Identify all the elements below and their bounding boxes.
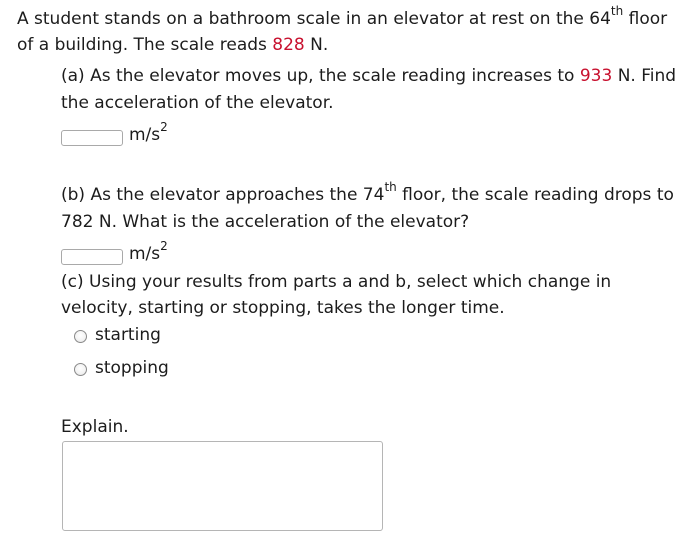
part-b-unit-exponent: 2 [160,239,168,254]
part-b-floor-suffix: th [384,180,397,195]
part-b-answer-input[interactable] [61,249,123,265]
part-b-text-end: floor, the scale reading drops to [396,185,674,205]
part-c-line-2: velocity, starting or stopping, takes the longer time. [61,298,505,318]
part-a-unit-base: m/s [129,125,161,145]
intro-text-2: of a building. The scale reads [17,35,273,55]
intro-line-1 [17,4,668,30]
option-stopping-radio[interactable] [74,363,87,376]
part-b-unit [129,239,168,265]
part-a-text-end: N. Find [612,66,677,86]
intro-text-2-end: N. [304,35,329,55]
intro-text-floor: floor [623,9,668,29]
part-a-scale-value: 933 [579,66,613,86]
part-b-line-2: 782 N. What is the acceleration of the elevator? [61,212,470,232]
intro-text: A student stands on a bathroom scale in an elevator at rest on the 64 [17,9,611,29]
part-a-answer-input[interactable] [61,130,123,146]
part-b-line-1 [61,180,674,206]
explain-label: Explain. [61,417,129,437]
intro-floor-suffix: th [610,4,624,19]
part-a-line-2: the acceleration of the elevator. [61,93,334,113]
part-b-unit-base: m/s [129,244,161,264]
option-starting-radio[interactable] [74,330,87,343]
part-b-text: (b) As the elevator approaches the 74 [61,185,385,205]
scale-reading-value: 828 [272,35,305,55]
part-a-line-1 [61,65,676,87]
part-a-unit-exponent: 2 [160,120,168,135]
part-c-line-1: (c) Using your results from parts a and b, select which change in [61,272,612,292]
explain-textarea[interactable] [62,441,383,531]
option-starting-label[interactable]: starting [95,325,161,345]
intro-line-2 [17,34,328,56]
part-a-text: (a) As the elevator moves up, the scale reading increases to [61,66,580,86]
option-stopping-label[interactable]: stopping [95,358,169,378]
part-a-unit [129,120,168,146]
